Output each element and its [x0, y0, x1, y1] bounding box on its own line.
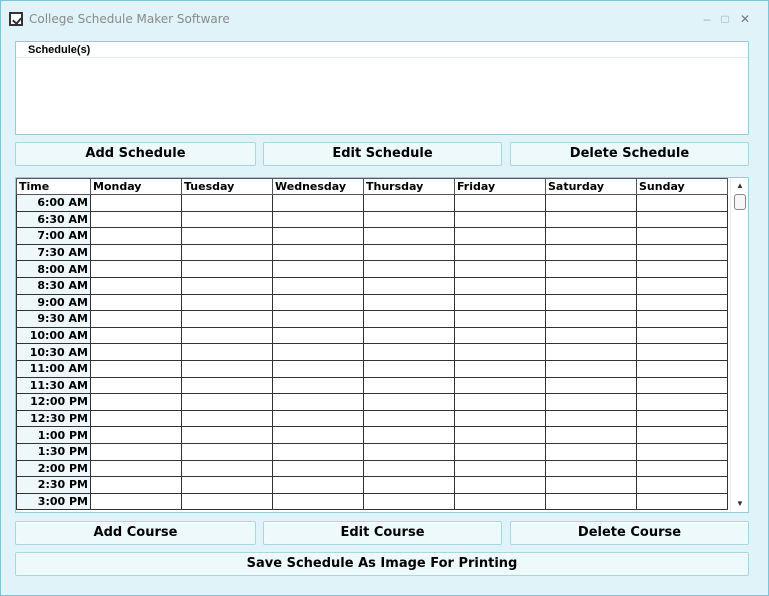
- schedule-cell[interactable]: [364, 427, 455, 444]
- schedule-cell[interactable]: [91, 460, 182, 477]
- time-cell: 11:30 AM: [17, 377, 91, 394]
- table-row: [17, 493, 728, 510]
- schedule-cell[interactable]: [273, 211, 364, 228]
- maximize-icon[interactable]: □: [721, 12, 729, 26]
- schedule-cell[interactable]: [273, 360, 364, 377]
- minimize-icon[interactable]: –: [703, 12, 711, 26]
- schedule-cell[interactable]: [91, 195, 182, 212]
- add-schedule-button[interactable]: Add Schedule: [15, 142, 256, 166]
- schedule-cell[interactable]: [273, 443, 364, 460]
- table-row: [17, 360, 728, 377]
- schedule-cell[interactable]: [637, 277, 728, 294]
- time-cell: 8:30 AM: [17, 277, 91, 294]
- schedule-cell[interactable]: [637, 460, 728, 477]
- column-header-saturday: Saturday: [546, 179, 637, 195]
- time-cell: 11:00 AM: [17, 360, 91, 377]
- schedule-cell[interactable]: [637, 327, 728, 344]
- schedule-cell[interactable]: [455, 427, 546, 444]
- schedule-cell[interactable]: [637, 427, 728, 444]
- time-cell: 7:00 AM: [17, 228, 91, 245]
- schedule-cell[interactable]: [364, 261, 455, 278]
- table-row: [17, 377, 728, 394]
- schedules-list[interactable]: [15, 41, 749, 135]
- schedule-cell[interactable]: [546, 261, 637, 278]
- schedule-cell[interactable]: [455, 277, 546, 294]
- schedule-cell[interactable]: [455, 211, 546, 228]
- schedule-cell[interactable]: [182, 261, 273, 278]
- time-cell: 8:00 AM: [17, 261, 91, 278]
- schedule-cell[interactable]: [182, 360, 273, 377]
- scroll-thumb[interactable]: [734, 194, 746, 210]
- schedule-cell[interactable]: [546, 211, 637, 228]
- time-cell: 1:30 PM: [17, 443, 91, 460]
- schedule-cell[interactable]: [273, 261, 364, 278]
- table-row: [17, 460, 728, 477]
- schedule-cell[interactable]: [182, 294, 273, 311]
- schedule-cell[interactable]: [273, 228, 364, 245]
- table-row: [17, 410, 728, 427]
- schedule-cell[interactable]: [273, 410, 364, 427]
- schedule-cell[interactable]: [364, 493, 455, 510]
- table-row: [17, 477, 728, 494]
- schedule-cell[interactable]: [91, 493, 182, 510]
- table-row: [17, 443, 728, 460]
- schedule-cell[interactable]: [182, 377, 273, 394]
- table-header-row: [17, 179, 728, 195]
- table-row: [17, 244, 728, 261]
- schedule-cell[interactable]: [546, 394, 637, 411]
- schedule-cell[interactable]: [182, 394, 273, 411]
- time-cell: 6:30 AM: [17, 211, 91, 228]
- schedule-cell[interactable]: [637, 477, 728, 494]
- table-row: [17, 261, 728, 278]
- schedules-column-label: Schedule(s): [28, 44, 91, 56]
- table-row: [17, 344, 728, 361]
- schedule-cell[interactable]: [546, 327, 637, 344]
- schedule-grid[interactable]: [15, 177, 749, 513]
- column-header-friday: Friday: [455, 179, 546, 195]
- schedule-cell[interactable]: [91, 228, 182, 245]
- schedule-cell[interactable]: [273, 377, 364, 394]
- schedule-cell[interactable]: [455, 394, 546, 411]
- schedule-cell[interactable]: [546, 460, 637, 477]
- schedule-cell[interactable]: [637, 377, 728, 394]
- table-row: [17, 427, 728, 444]
- schedule-cell[interactable]: [546, 277, 637, 294]
- schedule-cell[interactable]: [91, 327, 182, 344]
- schedule-cell[interactable]: [182, 228, 273, 245]
- column-header-time: Time: [17, 179, 91, 195]
- schedule-cell[interactable]: [546, 344, 637, 361]
- schedule-cell[interactable]: [455, 195, 546, 212]
- schedule-cell[interactable]: [182, 211, 273, 228]
- schedule-cell[interactable]: [364, 377, 455, 394]
- schedule-cell[interactable]: [91, 360, 182, 377]
- schedule-cell[interactable]: [91, 427, 182, 444]
- schedule-cell[interactable]: [364, 244, 455, 261]
- schedule-cell[interactable]: [273, 394, 364, 411]
- schedule-cell[interactable]: [546, 195, 637, 212]
- time-cell: 12:00 PM: [17, 394, 91, 411]
- schedule-cell[interactable]: [455, 377, 546, 394]
- schedule-cell[interactable]: [546, 228, 637, 245]
- schedule-cell[interactable]: [455, 294, 546, 311]
- time-cell: 9:30 AM: [17, 311, 91, 328]
- schedule-cell[interactable]: [273, 493, 364, 510]
- schedule-cell[interactable]: [455, 443, 546, 460]
- schedules-list-header[interactable]: [16, 42, 748, 58]
- schedule-cell[interactable]: [546, 377, 637, 394]
- schedule-cell[interactable]: [364, 277, 455, 294]
- schedule-cell[interactable]: [637, 493, 728, 510]
- title-bar[interactable]: [1, 1, 768, 39]
- schedule-cell[interactable]: [546, 410, 637, 427]
- schedule-cell[interactable]: [182, 410, 273, 427]
- schedule-cell[interactable]: [455, 261, 546, 278]
- time-cell: 10:30 AM: [17, 344, 91, 361]
- schedule-cell[interactable]: [364, 294, 455, 311]
- schedule-cell[interactable]: [455, 228, 546, 245]
- schedule-cell[interactable]: [91, 211, 182, 228]
- schedule-cell[interactable]: [364, 228, 455, 245]
- schedule-cell[interactable]: [546, 493, 637, 510]
- table-row: [17, 228, 728, 245]
- time-cell: 2:00 PM: [17, 460, 91, 477]
- schedule-cell[interactable]: [637, 394, 728, 411]
- time-cell: 10:00 AM: [17, 327, 91, 344]
- schedule-cell[interactable]: [182, 443, 273, 460]
- column-header-tuesday: Tuesday: [182, 179, 273, 195]
- table-row: [17, 311, 728, 328]
- schedule-cell[interactable]: [364, 410, 455, 427]
- schedule-cell[interactable]: [273, 427, 364, 444]
- app-checkbox-icon: [9, 12, 23, 26]
- add-course-button[interactable]: Add Course: [15, 521, 256, 545]
- schedule-cell[interactable]: [637, 211, 728, 228]
- column-header-wednesday: Wednesday: [273, 179, 364, 195]
- schedule-cell[interactable]: [91, 443, 182, 460]
- table-row: [17, 294, 728, 311]
- schedule-cell[interactable]: [455, 311, 546, 328]
- schedule-cell[interactable]: [637, 360, 728, 377]
- schedule-cell[interactable]: [273, 311, 364, 328]
- schedule-cell[interactable]: [91, 244, 182, 261]
- schedule-cell[interactable]: [91, 294, 182, 311]
- save-image-button[interactable]: Save Schedule As Image For Printing: [15, 552, 749, 576]
- schedule-cell[interactable]: [637, 261, 728, 278]
- window-title: College Schedule Maker Software: [29, 12, 230, 26]
- schedule-cell[interactable]: [364, 477, 455, 494]
- schedule-cell[interactable]: [273, 277, 364, 294]
- schedule-cell[interactable]: [91, 410, 182, 427]
- column-header-thursday: Thursday: [364, 179, 455, 195]
- time-cell: 6:00 AM: [17, 195, 91, 212]
- schedule-cell[interactable]: [637, 294, 728, 311]
- schedule-cell[interactable]: [455, 493, 546, 510]
- schedule-cell[interactable]: [546, 427, 637, 444]
- schedule-cell[interactable]: [637, 244, 728, 261]
- edit-course-button[interactable]: Edit Course: [263, 521, 502, 545]
- schedule-cell[interactable]: [182, 493, 273, 510]
- table-row: [17, 394, 728, 411]
- schedule-cell[interactable]: [273, 460, 364, 477]
- schedule-cell[interactable]: [273, 195, 364, 212]
- schedule-cell[interactable]: [364, 311, 455, 328]
- schedule-cell[interactable]: [455, 460, 546, 477]
- schedule-cell[interactable]: [91, 344, 182, 361]
- schedule-cell[interactable]: [364, 327, 455, 344]
- scroll-down-icon[interactable]: ▼: [736, 499, 744, 508]
- table-row: [17, 211, 728, 228]
- schedule-cell[interactable]: [182, 460, 273, 477]
- scroll-up-icon[interactable]: ▲: [736, 181, 744, 190]
- schedule-cell[interactable]: [546, 294, 637, 311]
- schedule-cell[interactable]: [364, 443, 455, 460]
- schedule-cell[interactable]: [364, 211, 455, 228]
- vertical-scrollbar[interactable]: [730, 178, 748, 512]
- schedule-cell[interactable]: [273, 327, 364, 344]
- schedule-cell[interactable]: [546, 311, 637, 328]
- delete-schedule-button[interactable]: Delete Schedule: [510, 142, 749, 166]
- time-cell: 2:30 PM: [17, 477, 91, 494]
- schedule-cell[interactable]: [546, 244, 637, 261]
- schedule-cell[interactable]: [91, 477, 182, 494]
- schedule-cell[interactable]: [273, 244, 364, 261]
- time-cell: 9:00 AM: [17, 294, 91, 311]
- schedule-cell[interactable]: [182, 195, 273, 212]
- schedule-cell[interactable]: [364, 394, 455, 411]
- schedule-cell[interactable]: [637, 228, 728, 245]
- table-row: [17, 195, 728, 212]
- delete-course-button[interactable]: Delete Course: [510, 521, 749, 545]
- schedule-cell[interactable]: [273, 344, 364, 361]
- table-row: [17, 277, 728, 294]
- schedule-cell[interactable]: [91, 394, 182, 411]
- schedule-cell[interactable]: [455, 244, 546, 261]
- schedule-cell[interactable]: [364, 344, 455, 361]
- column-header-monday: Monday: [91, 179, 182, 195]
- time-cell: 1:00 PM: [17, 427, 91, 444]
- edit-schedule-button[interactable]: Edit Schedule: [263, 142, 502, 166]
- schedule-cell[interactable]: [182, 477, 273, 494]
- schedule-cell[interactable]: [637, 344, 728, 361]
- schedule-cell[interactable]: [91, 277, 182, 294]
- schedule-cell[interactable]: [455, 477, 546, 494]
- schedule-cell[interactable]: [91, 261, 182, 278]
- schedule-cell[interactable]: [182, 427, 273, 444]
- schedule-cell[interactable]: [546, 360, 637, 377]
- column-header-sunday: Sunday: [637, 179, 728, 195]
- schedule-cell[interactable]: [546, 477, 637, 494]
- close-icon[interactable]: ✕: [739, 12, 751, 26]
- table-row: [17, 327, 728, 344]
- schedule-cell[interactable]: [182, 327, 273, 344]
- schedule-cell[interactable]: [364, 460, 455, 477]
- schedule-cell[interactable]: [455, 410, 546, 427]
- schedule-cell[interactable]: [455, 327, 546, 344]
- schedule-cell[interactable]: [182, 244, 273, 261]
- schedule-cell[interactable]: [637, 311, 728, 328]
- schedule-cell[interactable]: [364, 360, 455, 377]
- schedule-cell[interactable]: [91, 311, 182, 328]
- schedule-cell[interactable]: [637, 410, 728, 427]
- schedule-cell[interactable]: [455, 360, 546, 377]
- schedule-cell[interactable]: [455, 344, 546, 361]
- schedule-cell[interactable]: [637, 195, 728, 212]
- schedule-cell[interactable]: [364, 195, 455, 212]
- schedule-cell[interactable]: [182, 344, 273, 361]
- schedule-table[interactable]: [16, 178, 728, 510]
- schedule-cell[interactable]: [91, 377, 182, 394]
- time-cell: 12:30 PM: [17, 410, 91, 427]
- time-cell: 3:00 PM: [17, 493, 91, 510]
- schedule-cell[interactable]: [182, 277, 273, 294]
- schedule-cell[interactable]: [182, 311, 273, 328]
- schedule-cell[interactable]: [637, 443, 728, 460]
- schedule-cell[interactable]: [546, 443, 637, 460]
- schedule-cell[interactable]: [273, 294, 364, 311]
- schedule-cell[interactable]: [273, 477, 364, 494]
- time-cell: 7:30 AM: [17, 244, 91, 261]
